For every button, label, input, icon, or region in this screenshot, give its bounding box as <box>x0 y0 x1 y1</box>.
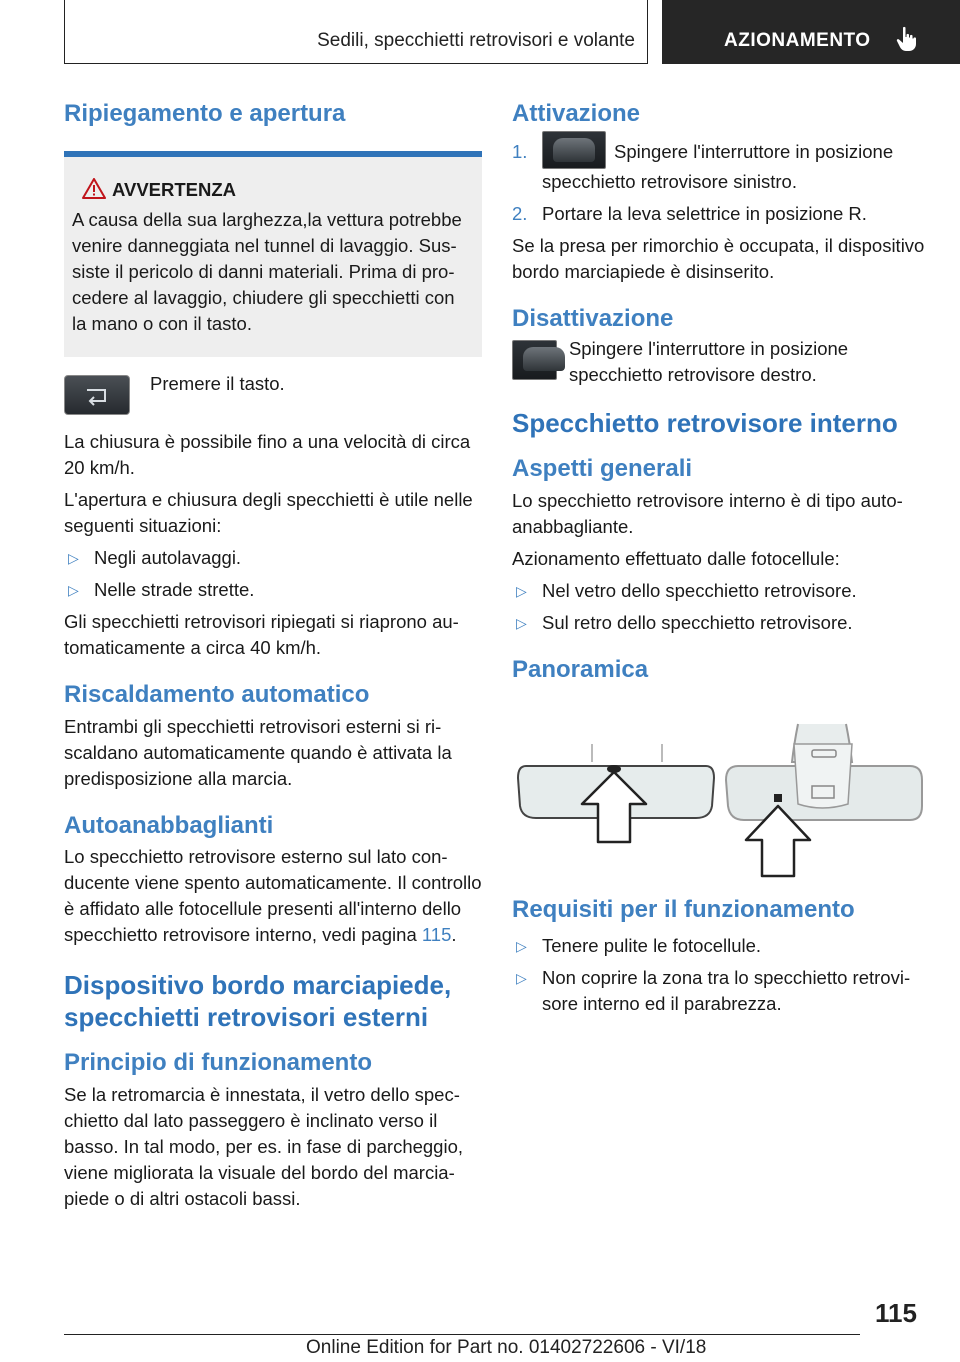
warning-triangle-icon <box>82 178 106 199</box>
list-item: ▷ Nelle strade strette. <box>68 578 255 600</box>
heading-general: Aspetti generali <box>512 454 693 482</box>
heating-text: Entrambi gli specchietti retrovisori esterni si riscaldano automaticamente quando è attivata la predisposizione alla marcia. <box>64 715 452 789</box>
edition-text: Online Edition for Part no. 01402722606 - VI/18 <box>306 1337 707 1358</box>
mirror-switch-icon <box>542 131 606 169</box>
list-item: ▷ Tenere pulite le fotocellule. <box>516 935 762 957</box>
heading-heating: Riscaldamento automatico <box>64 680 370 708</box>
page-number: 115 <box>875 1298 917 1328</box>
deactivation-text: Spingere l'interruttore in posizione specchietto retrovisore destro. <box>568 337 849 385</box>
press-button-text: Premere il tasto. <box>150 372 285 394</box>
page-link[interactable]: 115 <box>421 924 452 946</box>
heading-auto-dim: Autoanabbaglianti <box>64 811 274 839</box>
heading-activation: Attivazione <box>512 100 641 127</box>
trailer-text: Se la presa per rimorchio è occupata, il dispositivo bordo marciapiede è disinserito. <box>512 234 925 282</box>
auto-dim-text: Lo specchietto retrovisore esterno sul lato conducente viene spento automaticamente. Il controllo è affidato alle fotocellule presenti all'interno dello specchietto retrovisore interno, vedi pagina 115. <box>64 846 482 946</box>
hand-pointer-icon <box>896 26 918 52</box>
chapter-tab <box>662 0 960 64</box>
heading-inner-mirror: Specchietto retrovisore interno <box>512 407 898 438</box>
fold-button-icon <box>64 375 130 415</box>
right-column <box>512 100 926 1017</box>
list-item: ▷ Sul retro dello specchietto retrovisore. <box>516 611 853 633</box>
closing-speed-text: La chiusura è possibile fino a una velocità di circa 20 km/h. <box>64 430 471 478</box>
section-title: Sedili, specchietti retrovisori e volante <box>317 30 635 51</box>
useful-situations-text: L'apertura e chiusura degli specchietti è utile nelle seguenti situazioni: <box>64 488 473 536</box>
list-item: ▷ Non coprire la zona tra lo specchietto retrovisore interno ed il parabrezza. <box>516 967 911 1015</box>
button-instruction <box>64 372 482 415</box>
warning-title: AVVERTENZA <box>72 177 472 203</box>
heading-overview: Panoramica <box>512 655 649 683</box>
list-item: ▷ Nel vetro dello specchietto retrovisore. <box>516 579 857 601</box>
principle-text: Se la retromarcia è innestata, il vetro dello specchietto dal lato passeggero è inclinato verso il basso. In tal modo, per es. in fase di parcheggio, viene migliorata la visuale del bordo del marciapiede o di altri ostacoli bassi. <box>64 1083 464 1209</box>
step-item: 2. Portare la leva selettrice in posizione R. <box>512 202 867 224</box>
footer-divider <box>64 1334 860 1335</box>
heading-curb: Dispositivo bordo marciapiede, specchietti retrovisori esterni <box>64 970 452 1032</box>
heading-deactivation: Disattivazione <box>512 304 674 332</box>
warning-text: A causa della sua larghezza,la vettura potrebbe venire danneggiata nel tunnel di lavaggio. Sussiste il pericolo di danni materiali. Prima di procedere al lavaggio, chiudere gli specchietti con la mano o con il tasto. <box>72 208 462 334</box>
deactivation-row <box>512 337 926 388</box>
step-item: 1. Spingere l'interruttore in posizione specchietto retrovisore sinistro. <box>512 139 926 195</box>
heading-requirements: Requisiti per il funzionamento <box>512 896 855 924</box>
chapter-title: AZIONAMENTO <box>724 30 871 51</box>
rearview-mirror-illustration <box>512 694 926 884</box>
list-item: ▷ Negli autolavaggi. <box>68 546 242 568</box>
heading-fold: Ripiegamento e apertura <box>64 100 346 127</box>
mirror-switch-icon <box>512 340 557 380</box>
general-text: Lo specchietto retrovisore interno è di tipo autoanabbagliante. <box>512 489 903 537</box>
reopen-text: Gli specchietti retrovisori ripiegati si riaprono automaticamente a circa 40 km/h. <box>64 610 459 658</box>
cells-text: Azionamento effettuato dalle fotocellule: <box>512 547 840 569</box>
left-column <box>64 100 482 1212</box>
heading-principle: Principio di funzionamento <box>64 1048 372 1076</box>
warning-box <box>64 151 482 357</box>
running-header <box>64 0 648 64</box>
